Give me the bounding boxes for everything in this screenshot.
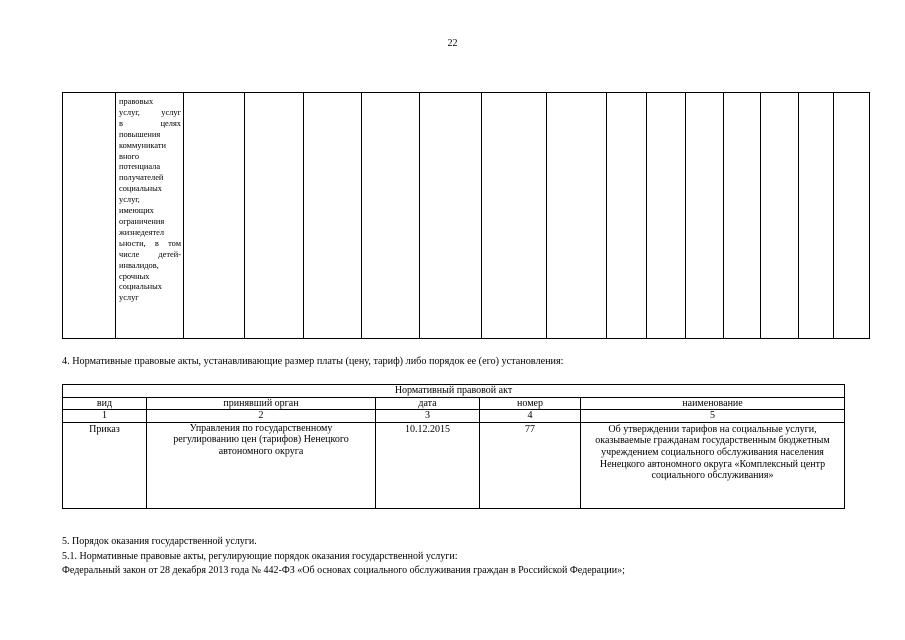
column-header: дата [376,397,480,410]
table-row [63,422,845,508]
service-name-line: ограничения [119,216,165,226]
table-cell [647,93,686,339]
section-5-heading: 5. Порядок оказания государственной услуги. [62,536,257,547]
service-name-line: социальных [119,184,162,194]
table-cell [724,93,761,339]
table-cell [184,93,245,339]
acts-table-title: Нормативный правовой акт [63,385,845,398]
federal-law-line: Федеральный закон от 28 декабря 2013 года № 442-ФЗ «Об основах социального обслуживания граждан в Российской Федерации»; [62,565,625,576]
service-name-line: правовых [119,97,154,106]
table-header-row [63,385,845,398]
table-row [63,93,870,339]
act-authority: Управления по государственному регулированию цен (тарифов) Ненецкого автономного округа [147,422,376,508]
service-name-line: услуг, [119,195,140,205]
service-name-line: социальных [119,282,162,292]
service-name-line: в целях [119,118,181,128]
column-number: 3 [376,410,480,423]
service-continuation-table [62,92,870,339]
table-cell [547,93,607,339]
act-number: 77 [480,422,581,508]
service-name-line: числе детей- [119,249,181,259]
act-date: 10.12.2015 [376,422,480,508]
column-header: принявший орган [147,397,376,410]
column-header: вид [63,397,147,410]
table-cell [362,93,420,339]
act-name: Об утверждении тарифов на социальные услуги, оказываемые гражданам государственным бюджетным учреждением социального обслуживания населения Ненецкого автономного округа «Комплексный центр социального обслуживания» [581,422,845,508]
section-5-1-heading: 5.1. Нормативные правовые акты, регулирующие порядок оказания государственной услуги: [62,551,458,562]
service-name-cell [116,93,184,339]
service-name-line: срочных [119,271,150,281]
service-name-line: инвалидов, [119,260,159,270]
table-cell [686,93,724,339]
normative-acts-table [62,384,845,509]
table-cell [63,93,116,339]
service-name-line: жизнедеятел [119,227,165,237]
table-cell [761,93,799,339]
table-number-row [63,410,845,423]
page-number: 22 [447,38,458,49]
table-cell [420,93,482,339]
column-header: номер [480,397,581,410]
service-name-line: коммуникати [119,140,167,150]
section-4-heading: 4. Нормативные правовые акты, устанавливающие размер платы (цену, тариф) либо порядок ее (его) установления: [62,356,564,367]
table-cell [245,93,304,339]
service-name-line: услуг [119,293,139,303]
service-name-line: имеющих [119,206,154,216]
service-name-line: повышения [119,129,161,139]
service-name-line: вного [119,151,140,161]
act-type: Приказ [63,422,147,508]
table-cell [304,93,362,339]
service-name-line: ьности, в том [119,238,181,248]
table-cell [799,93,834,339]
service-name-text [116,93,183,304]
column-header: наименование [581,397,845,410]
table-cell [482,93,547,339]
column-number: 4 [480,410,581,423]
column-number: 5 [581,410,845,423]
service-name-line: получателей [119,173,164,183]
table-header-row [63,397,845,410]
table-cell [607,93,647,339]
table-cell [834,93,870,339]
service-name-line: потенциала [119,162,161,172]
service-name-line: услуг, услуг [119,107,181,117]
column-number: 2 [147,410,376,423]
column-number: 1 [63,410,147,423]
